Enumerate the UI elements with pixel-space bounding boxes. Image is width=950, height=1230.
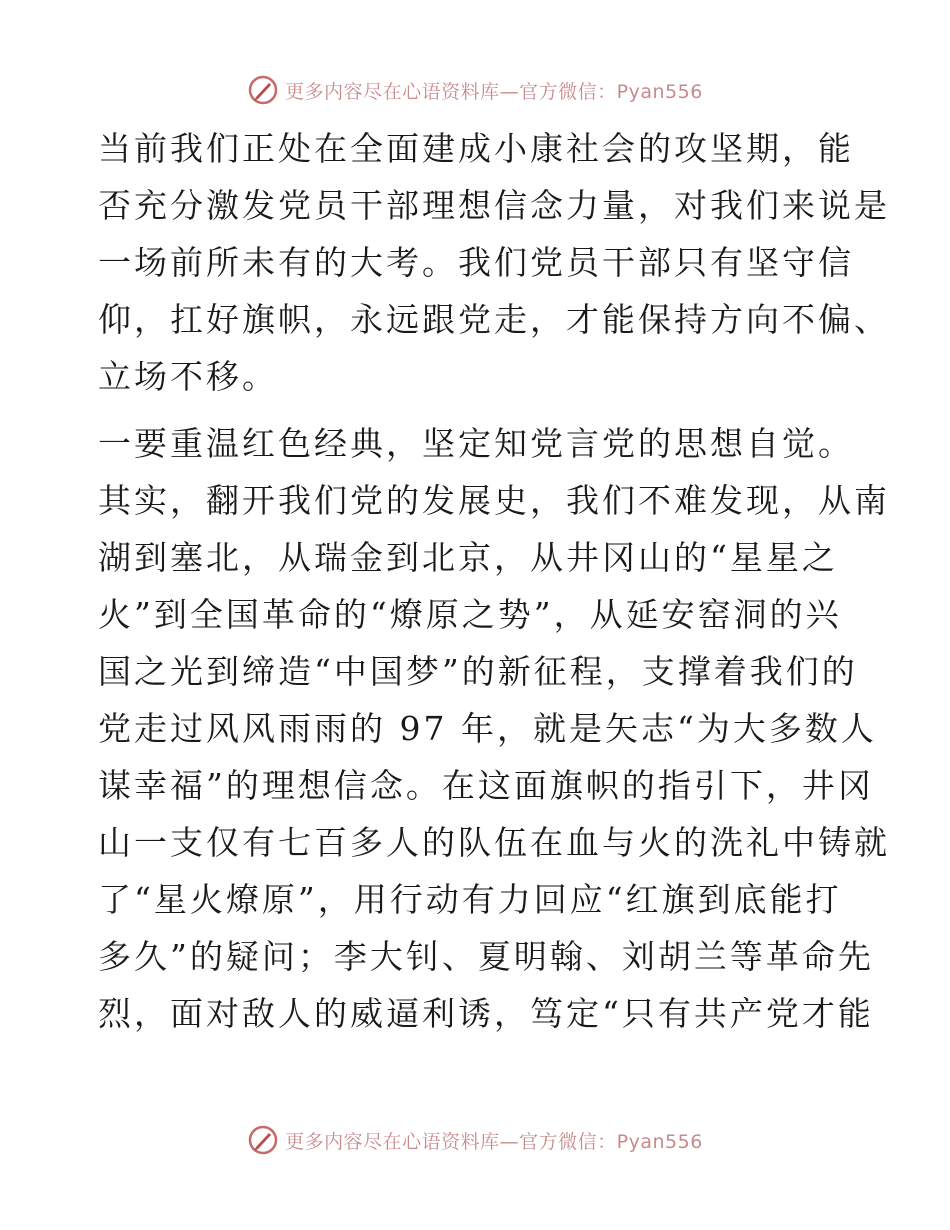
text-line: 火”到全国革命的“燎原之势”，从延安窑洞的兴 [98,595,842,634]
text-line: 立场不移。 [98,357,278,396]
paragraph-2 [98,415,890,1042]
text-line: 山一支仅有七百多人的队伍在血与火的洗礼中铸就 [98,823,890,862]
text-line: 国之光到缔造“中国梦”的新征程，支撑着我们的 [98,652,858,691]
header-watermark [0,70,950,110]
text-line: 湖到塞北，从瑞金到北京，从井冈山的“星星之 [98,538,838,577]
paragraph-1 [98,120,890,405]
footer-watermark [0,1120,950,1160]
text-line: 多久”的疑问；李大钊、夏明翰、刘胡兰等革命先 [98,937,874,976]
text-line: 烈，面对敌人的威逼利诱，笃定“只有共产党才能 [98,994,874,1033]
text-line: 当前我们正处在全面建成小康社会的攻坚期，能 [98,129,854,168]
quill-logo-icon [247,74,279,106]
text-line: 仰，扛好旗帜，永远跟党走，才能保持方向不偏、 [98,300,890,339]
text-line: 否充分激发党员干部理想信念力量，对我们来说是 [98,186,890,225]
text-line: 谋幸福”的理想信念。在这面旗帜的指引下，井冈 [98,766,874,805]
text-line: 一场前所未有的大考。我们党员干部只有坚守信 [98,243,854,282]
text-line: 党走过风风雨雨的 97 年，就是矢志“为大多数人 [98,709,877,748]
text-line: 了“星火燎原”，用行动有力回应“红旗到底能打 [98,880,842,919]
document-body [98,120,890,1042]
text-line: 其实，翻开我们党的发展史，我们不难发现，从南 [98,481,890,520]
watermark-text: 更多内容尽在心语资料库—官方微信：Pyan556 [285,80,703,103]
watermark-text: 更多内容尽在心语资料库—官方微信：Pyan556 [285,1130,703,1153]
text-line: 一要重温红色经典，坚定知党言党的思想自觉。 [98,424,854,463]
quill-logo-icon [247,1124,279,1156]
